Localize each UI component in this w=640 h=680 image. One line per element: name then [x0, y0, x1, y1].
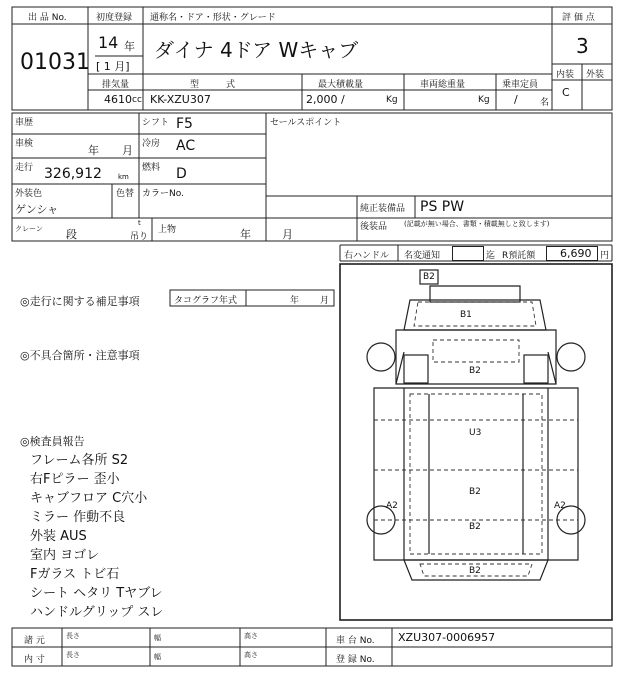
inspection-month: 月: [122, 144, 133, 157]
gross-weight-unit: Kg: [478, 95, 490, 105]
dims-label: 内 寸: [24, 655, 45, 665]
deadline-label: 迄: [486, 251, 496, 261]
capacity-label: 乗車定員: [502, 80, 539, 90]
interior-grade: C: [562, 86, 570, 99]
width-label: 幅: [154, 634, 161, 642]
first-reg-label: 初度登録: [96, 13, 133, 23]
ac: AC: [176, 138, 196, 154]
chassis-label: 車 台 No.: [336, 636, 375, 646]
mileage-unit: km: [118, 173, 129, 181]
mileage: 326,912: [44, 166, 102, 182]
tachograph-month: 月: [320, 296, 330, 306]
recycle-label: R預託額: [502, 251, 536, 261]
displacement-unit: cc: [132, 95, 142, 105]
lift-year: 年: [240, 228, 251, 241]
length-label: 長さ: [66, 651, 80, 659]
inspector-item: ハンドルグリップ スレ: [30, 605, 164, 620]
color-change-label: 色替: [116, 189, 135, 199]
length-label: 長さ: [66, 632, 80, 640]
shift: F5: [176, 116, 193, 132]
displacement-label: 排気量: [102, 80, 130, 90]
sales-point-label: セールスポイント: [270, 118, 342, 128]
mark-bed-mid2: B2: [469, 522, 481, 532]
lift-label: 上物: [158, 225, 177, 235]
lot-no-label: 出 品 No.: [28, 13, 67, 23]
grade-label: 評 価 点: [562, 13, 595, 23]
inspector-item: シート ヘタリ Tヤブレ: [30, 586, 163, 601]
inspector-item: 外装 AUS: [30, 529, 87, 544]
inspector-item: Fガラス トビ石: [30, 567, 120, 582]
equipment-label: 純正装備品: [360, 204, 406, 214]
first-reg-month: [ 1 月]: [96, 60, 130, 73]
inspector-item: フレーム各所 S2: [30, 453, 129, 468]
ac-label: 冷房: [142, 139, 161, 149]
height-label: 高さ: [244, 651, 258, 659]
inspector-item: 室内 ヨゴレ: [30, 548, 100, 563]
lift-month: 月: [282, 228, 293, 241]
mark-right-rear: A2: [554, 501, 566, 511]
color-label: 外装色: [15, 189, 43, 199]
max-load: 2,000 /: [306, 93, 345, 106]
inspector-item: 右Fピラー 歪小: [30, 472, 120, 487]
capacity-unit: 名: [540, 98, 550, 108]
model-code: KK-XZU307: [150, 93, 211, 106]
crane-ton: t: [138, 219, 141, 227]
max-load-label: 最大積載量: [318, 80, 364, 90]
aftermarket-note: (記載が無い場合、書類・積載無しと致します): [404, 220, 550, 228]
width-label: 幅: [154, 653, 161, 661]
model-name-label: 通称名・ドア・形状・グレード: [150, 13, 276, 23]
crane-stage: 段: [66, 228, 77, 241]
registration-label: 登 録 No.: [336, 655, 375, 665]
crane-lift: 吊り: [130, 232, 149, 242]
mark-bed-mid: B2: [469, 487, 481, 497]
color-code-label: カラーNo.: [142, 189, 184, 199]
displacement: 4610: [104, 93, 132, 106]
mark-hood: B1: [460, 310, 472, 320]
chassis: XZU307-0006957: [398, 631, 496, 644]
mileage-label: 走行: [15, 163, 34, 173]
tachograph-year: 年: [290, 296, 300, 306]
fuel: D: [176, 166, 187, 182]
specs-label: 諸 元: [24, 636, 45, 646]
crane-label: クレーン: [15, 225, 43, 233]
defects-label: ◎不具合箇所・注意事項: [20, 349, 140, 362]
mark-roof: B2: [423, 272, 435, 282]
first-reg-year: 14: [98, 33, 119, 52]
gross-weight-label: 車両総重量: [420, 80, 466, 90]
exterior-label: 外装: [586, 70, 605, 80]
first-reg-year-unit: 年: [124, 40, 135, 53]
inspector-item: ミラー 作動不良: [30, 510, 126, 525]
overall-grade: 3: [576, 34, 589, 58]
equipment: PS PW: [420, 199, 465, 215]
name-change-box: [452, 246, 484, 261]
inspector-item: キャブフロア C穴小: [30, 491, 148, 506]
mark-left-rear: A2: [386, 501, 398, 511]
capacity-slash: /: [514, 93, 518, 106]
fuel-label: 燃料: [142, 163, 161, 173]
shift-label: シフト: [142, 118, 170, 128]
aftermarket-label: 後装品: [360, 222, 388, 232]
height-label: 高さ: [244, 632, 258, 640]
interior-label: 内装: [556, 70, 575, 80]
name-change-label: 名変通知: [404, 251, 441, 261]
tachograph-label: タコグラフ年式: [174, 296, 238, 306]
recycle-value: 6,690: [560, 247, 592, 260]
model-name: ダイナ 4ドア Wキャブ: [154, 38, 359, 62]
model-code-label: 型 式: [190, 80, 236, 90]
history-label: 車歴: [15, 118, 34, 128]
color: ゲンシャ: [15, 203, 59, 216]
right-hand-label: 右ハンドル: [344, 251, 390, 261]
inspector-label: ◎検査員報告: [20, 435, 85, 448]
mark-tailgate: B2: [469, 566, 481, 576]
truck-diagram: [367, 270, 585, 580]
lot-no: 01031: [20, 50, 90, 75]
recycle-unit: 円: [600, 251, 610, 261]
max-load-unit: Kg: [386, 95, 398, 105]
driving-notes-label: ◎走行に関する補足事項: [20, 295, 140, 308]
mark-cab-rear: B2: [469, 366, 481, 376]
inspection-label: 車検: [15, 139, 34, 149]
mark-bed-front: U3: [469, 428, 482, 438]
inspection-year: 年: [88, 144, 99, 157]
